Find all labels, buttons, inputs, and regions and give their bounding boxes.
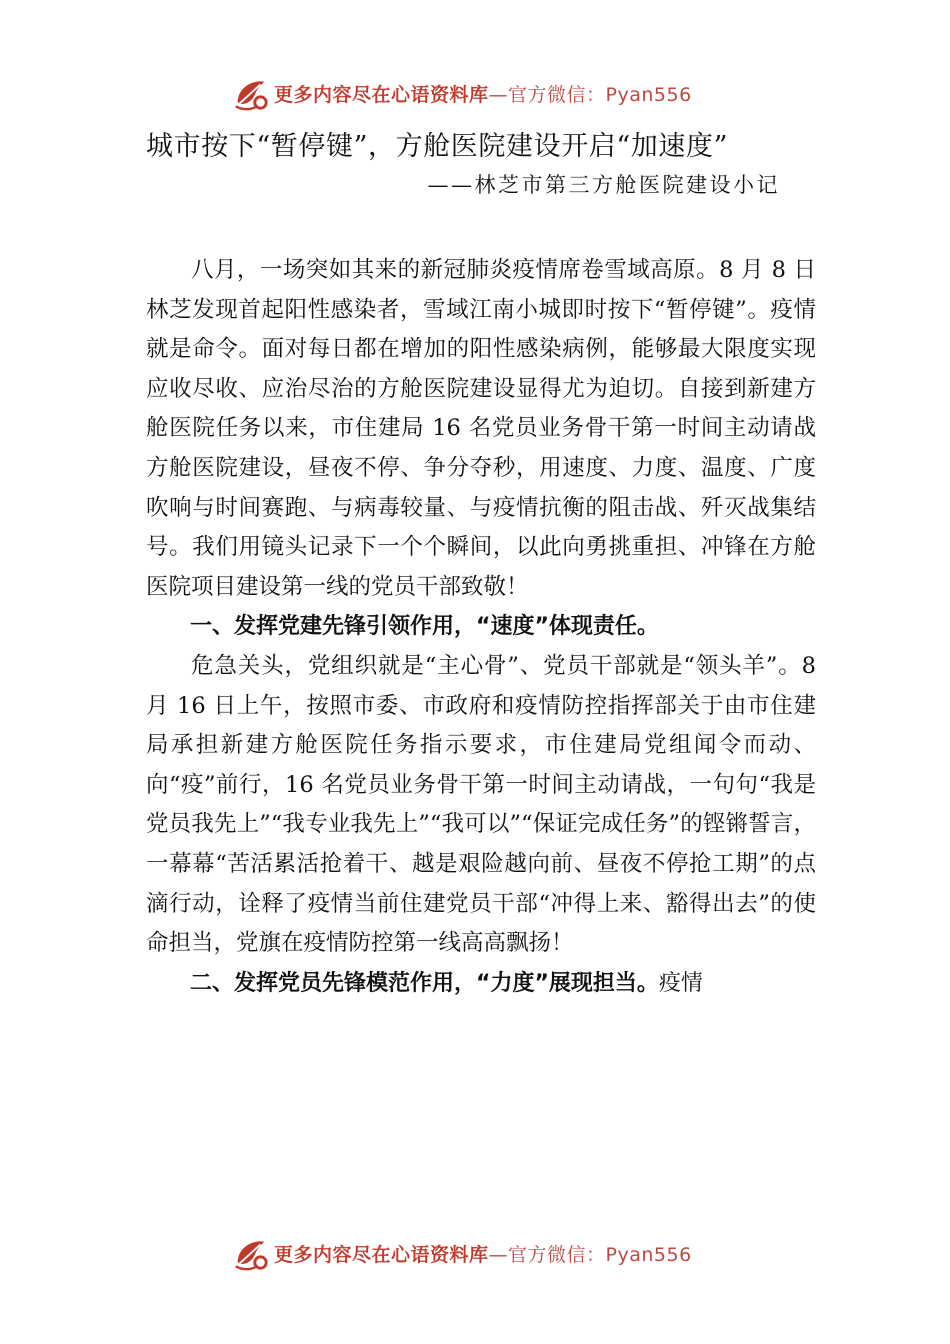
watermark-text: 更多内容尽在心语资料库: [274, 1243, 489, 1266]
watermark-text: 更多内容尽在心语资料库: [274, 83, 489, 106]
section-heading-line: [146, 964, 816, 1004]
body-paragraph: 八月，一场突如其来的新冠肺炎疫情席卷雪域高原。8 月 8 日林芝发现首起阳性感染者，雪域江南小城即时按下“暂停键”。疫情就是命令。面对每日都在增加的阳性感染病例，能够最大限度实现应收尽收、应治尽治的方舱医院建设显得尤为迫切。自接到新建方舱医院任务以来，市住建局 16 名党员业务骨干第一时间主动请战方舱医院建设，昼夜不停、争分夺秒，用速度、力度、温度、广度吹响与时间赛跑、与病毒较量、与疫情抗衡的阻击战、歼灭战集结号。我们用镜头记录下一个个瞬间，以此向勇挑重担、冲锋在方舱医院项目建设第一线的党员干部致敬！: [146, 257, 816, 600]
document-body: [146, 251, 816, 1003]
section-heading: 一、发挥党建先锋引领作用，“速度”体现责任。: [190, 614, 659, 640]
section-heading: 二、发挥党员先锋模范作用，“力度”展现担当。: [190, 970, 659, 996]
watermark-banner-bottom: [232, 1233, 692, 1273]
leaf-logo-icon: [232, 74, 270, 112]
leaf-logo-icon: [232, 1234, 270, 1272]
watermark-contact: —官方微信：Pyan556: [488, 83, 692, 106]
document-subtitle: ——林芝市第三方舱医院建设小记: [427, 173, 780, 197]
watermark-banner-top: [232, 73, 692, 113]
watermark-contact: —官方微信：Pyan556: [488, 1243, 692, 1266]
body-paragraph: 危急关头，党组织就是“主心骨”、党员干部就是“领头羊”。8 月 16 日上午，按照市委、市政府和疫情防控指挥部关于由市住建局承担新建方舱医院任务指示要求，市住建局党组闻令而动、向“疫”前行，16 名党员业务骨干第一时间主动请战，一句句“我是党员我先上”“我专业我先上”“我可以”“保证完成任务”的铿锵誓言，一幕幕“苦活累活抢着干、越是艰险越向前、昼夜不停抢工期”的点滴行动，诠释了疫情当前住建党员干部“冲得上来、豁得出去”的使命担当，党旗在疫情防控第一线高高飘扬！: [146, 652, 816, 957]
document-title: 城市按下“暂停键”，方舱医院建设开启“加速度”: [146, 131, 729, 162]
section-heading-tail: 疫情: [658, 970, 703, 996]
